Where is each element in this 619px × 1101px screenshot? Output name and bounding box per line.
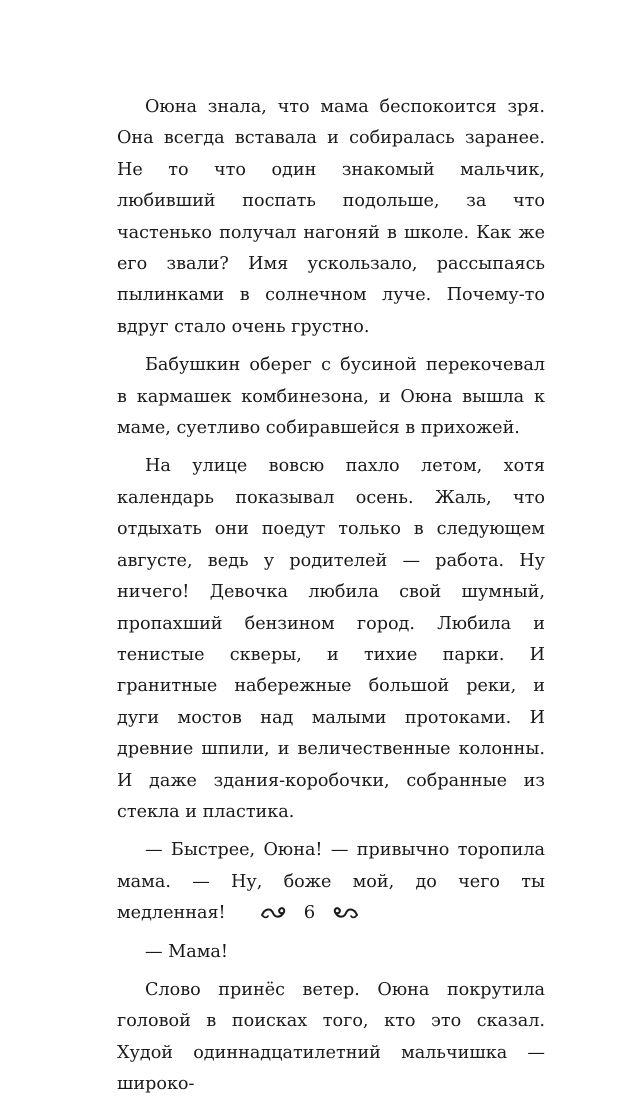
paragraph-6: Слово принёс ветер. Оюна покрутила головой в поисках того, кто это сказал. Худой одиннадцатилетний мальчишка — широко-: [117, 979, 545, 1095]
paragraph-2: Бабушкин оберег с бусиной перекочевал в кармашек комбинезона, и Оюна вышла к маме, суетливо собиравшейся в прихожей.: [117, 355, 545, 439]
swirl-ornament-right-icon: [331, 905, 359, 921]
swirl-ornament-left-icon: [260, 905, 288, 921]
paragraph-3: На улице вовсю пахло летом, хотя календарь показывал осень. Жаль, что отдыхать они поедут только в следующем августе, ведь у родителей — работа. Ну ничего! Девочка любила свой шумный, пропахший бензином город. Любила и тенистые скверы, и тихие парки. И гранитные набережные большой реки, и дуги мостов над малыми протоками. И древние шпили, и величественные колонны. И даже здания-коробочки, собранные из стекла и пластика.: [117, 456, 545, 822]
paragraph-1: Оюна знала, что мама беспокоится зря. Она всегда вставала и собиралась заранее. Не то что один знакомый мальчик, любивший поспать подольше, за что частенько получал нагоняй в школе. Как же его звали? Имя ускользало, рассыпаясь пылинками в солнечном луче. Почему-то вдруг стало очень грустно.: [117, 97, 545, 337]
paragraph-5: — Мама!: [145, 941, 228, 962]
body-text: [117, 92, 545, 1101]
page-number: 6: [303, 902, 316, 923]
paragraph-4: — Быстрее, Оюна! — привычно торопила мама. — Ну, боже мой, до чего ты медленная!: [117, 840, 545, 924]
page-footer: [0, 895, 619, 931]
